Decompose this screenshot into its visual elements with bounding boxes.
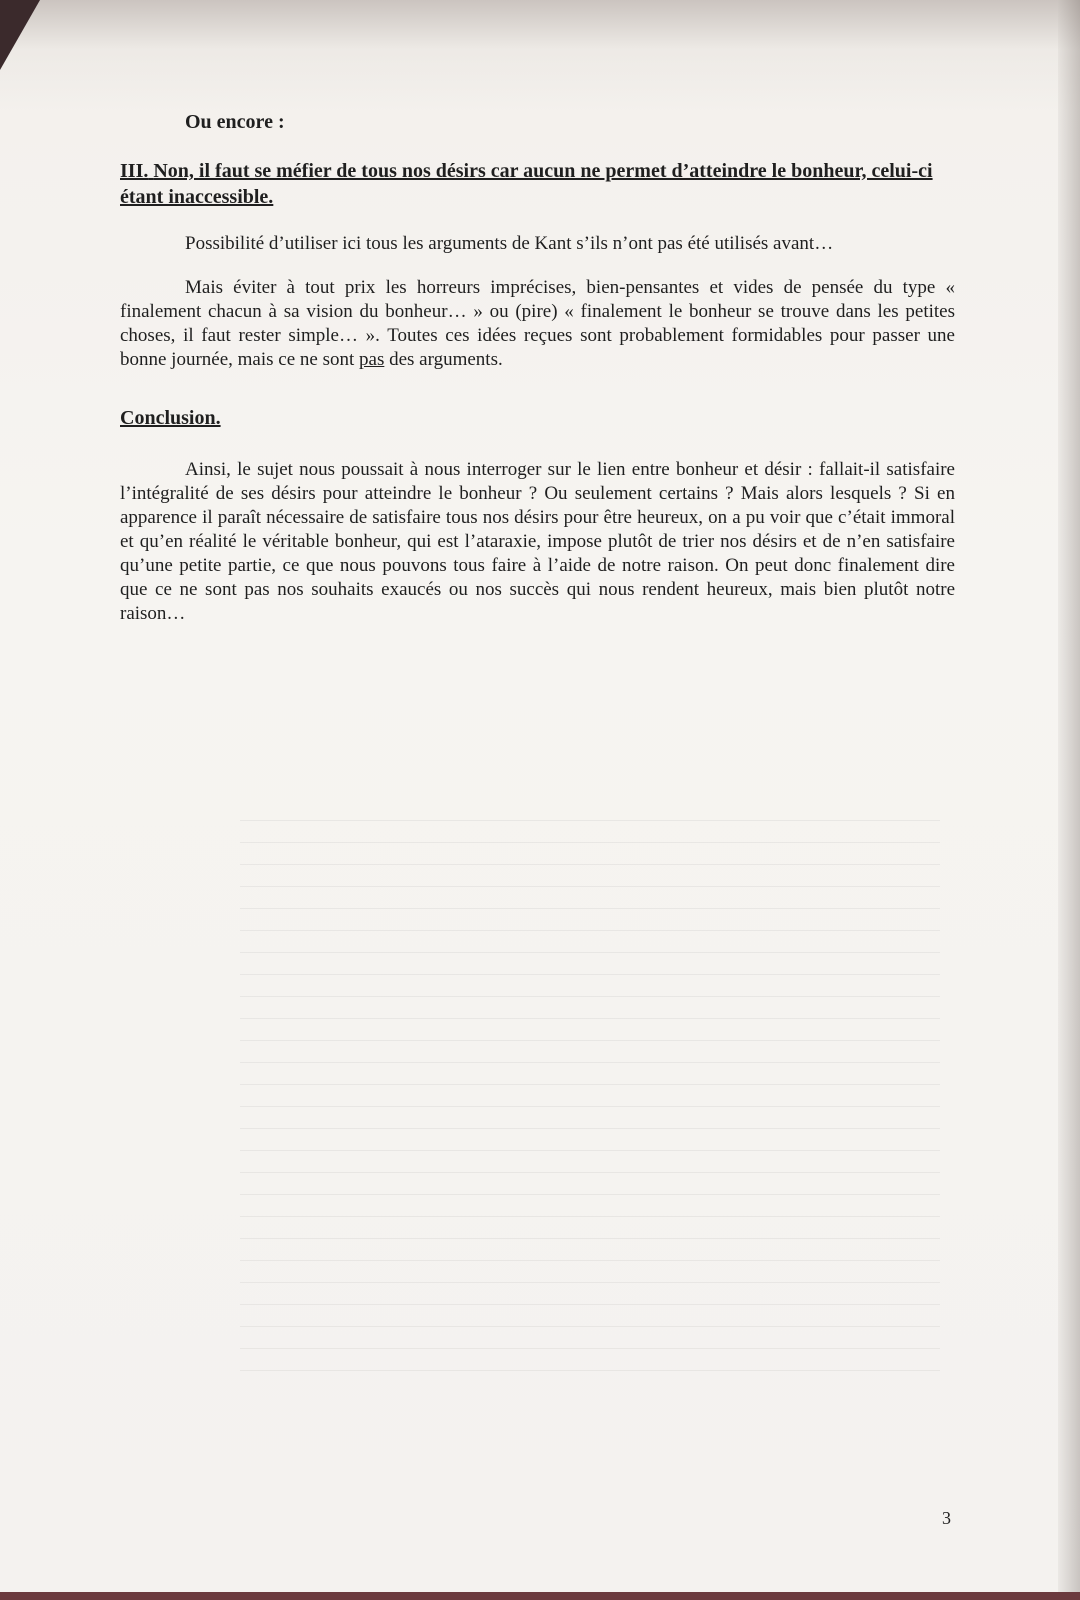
page-edge [1058, 0, 1080, 1600]
scan-shadow [0, 0, 1080, 110]
paragraph-warning [120, 276, 955, 372]
section-number: III. [120, 160, 149, 182]
page-content [120, 110, 955, 646]
page-corner [0, 0, 40, 70]
warning-text: Mais éviter à tout prix les horreurs imprécises, bien-pensantes et vides de pensée du type « finalement chacun à sa vision du bonheur… » ou (pire) « finalement le bonheur se trouve dans les petites choses, il faut rester simple… ». Toutes ces idées reçues sont probablement formidables pour passer une bonne journée, mais ce ne sont [120, 277, 955, 370]
paragraph-kant: Possibilité d’utiliser ici tous les arguments de Kant s’ils n’ont pas été utilisés avant… [185, 233, 834, 254]
conclusion-paragraph: Ainsi, le sujet nous poussait à nous interroger sur le lien entre bonheur et désir : fallait-il satisfaire l’intégralité de ses désirs pour atteindre le bonheur ? Ou seulement certains ? Mais alors lesquels ? Si en apparence il paraît nécessaire de satisfaire tous nos désirs pour être heureux, on a pu voir que c’était immoral et qu’en réalité le véritable bonheur, qui est l’ataraxie, impose plutôt de trier nos désirs et de n’en satisfaire qu’une petite partie, ce que nous pouvons tous faire à l’aide de notre raison. On peut donc finalement dire que ce ne sont pas nos souhaits exaucés ou nos succès qui nous rendent heureux, mais bien plutôt notre raison… [120, 459, 955, 624]
section-heading [120, 158, 955, 210]
warning-end: des arguments. [384, 349, 503, 370]
conclusion-heading: Conclusion. [120, 407, 221, 429]
section-title: Non, il faut se méfier de tous nos désirs car aucun ne permet d’atteindre le bonheur, celui-ci étant inaccessible. [120, 160, 933, 208]
intro-label: Ou encore : [185, 111, 285, 133]
show-through-text [240, 820, 940, 1380]
underlined-word: pas [359, 349, 385, 370]
page-number: 3 [942, 1508, 951, 1528]
page-bottom-edge [0, 1592, 1080, 1600]
